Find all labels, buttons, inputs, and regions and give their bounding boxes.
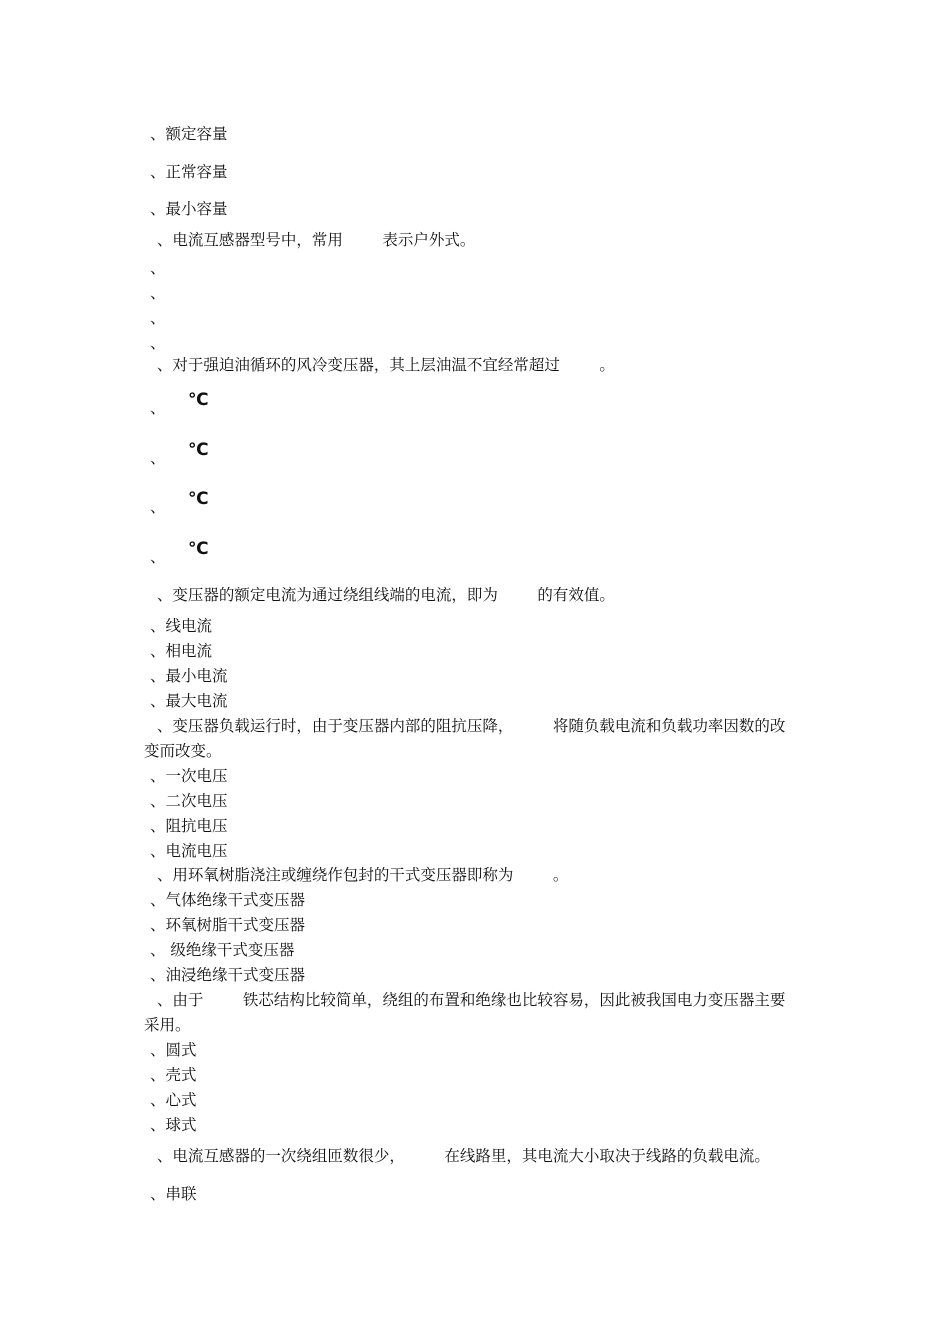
degree-celsius-symbol: ℃ <box>188 440 209 460</box>
option-line: 、气体绝缘干式变压器 <box>150 891 306 909</box>
option-line: 、 <box>150 259 166 277</box>
option-line: 、 <box>150 284 166 302</box>
option-line: 、圆式 <box>150 1041 197 1059</box>
question-line: 变而改变。 <box>144 742 222 760</box>
option-line: 、油浸绝缘干式变压器 <box>150 966 306 984</box>
question-line: 、变压器的额定电流为通过绕组线端的电流，即为 的有效值。 <box>152 586 615 604</box>
question-line: 、由于 铁芯结构比较简单，绕组的布置和绝缘也比较容易，因此被我国电力变压器主要 <box>152 991 786 1009</box>
option-line: 、壳式 <box>150 1066 197 1084</box>
option-line: 、串联 <box>150 1185 197 1203</box>
question-line: 、变压器负载运行时，由于变压器内部的阻抗压降， 将随负载电流和负载功率因数的改 <box>152 717 786 735</box>
option-line: 、正常容量 <box>150 163 228 181</box>
option-line: 、阻抗电压 <box>150 817 228 835</box>
option-line: 、最小容量 <box>150 200 228 218</box>
question-line: 、电流互感器型号中，常用 表示户外式。 <box>152 231 476 249</box>
degree-celsius-symbol: ℃ <box>188 390 209 410</box>
option-line: 、电流电压 <box>150 842 228 860</box>
question-line: 、电流互感器的一次绕组匝数很少， 在线路里，其电流大小取决于线路的负载电流。 <box>152 1147 770 1165</box>
option-line: 、一次电压 <box>150 767 228 785</box>
option-line: 、额定容量 <box>150 125 228 143</box>
option-line: 、环氧树脂干式变压器 <box>150 916 306 934</box>
option-line: 、最小电流 <box>150 667 228 685</box>
option-line: 、 <box>150 449 166 467</box>
option-line: 、相电流 <box>150 642 213 660</box>
option-line: 、最大电流 <box>150 692 228 710</box>
question-line: 、对于强迫油循环的风冷变压器，其上层油温不宜经常超过 。 <box>152 356 615 374</box>
option-line: 、 <box>150 498 166 516</box>
option-line: 、 级绝缘干式变压器 <box>150 941 295 959</box>
option-line: 、线电流 <box>150 617 213 635</box>
option-line: 、 <box>150 334 166 352</box>
degree-celsius-symbol: ℃ <box>188 539 209 559</box>
option-line: 、球式 <box>150 1116 197 1134</box>
option-line: 、 <box>150 399 166 417</box>
option-line: 、 <box>150 309 166 327</box>
option-line: 、心式 <box>150 1091 197 1109</box>
degree-celsius-symbol: ℃ <box>188 489 209 509</box>
question-line: 、用环氧树脂浇注或缠绕作包封的干式变压器即称为 。 <box>152 866 569 884</box>
question-line: 采用。 <box>144 1016 191 1034</box>
option-line: 、二次电压 <box>150 792 228 810</box>
option-line: 、 <box>150 548 166 566</box>
